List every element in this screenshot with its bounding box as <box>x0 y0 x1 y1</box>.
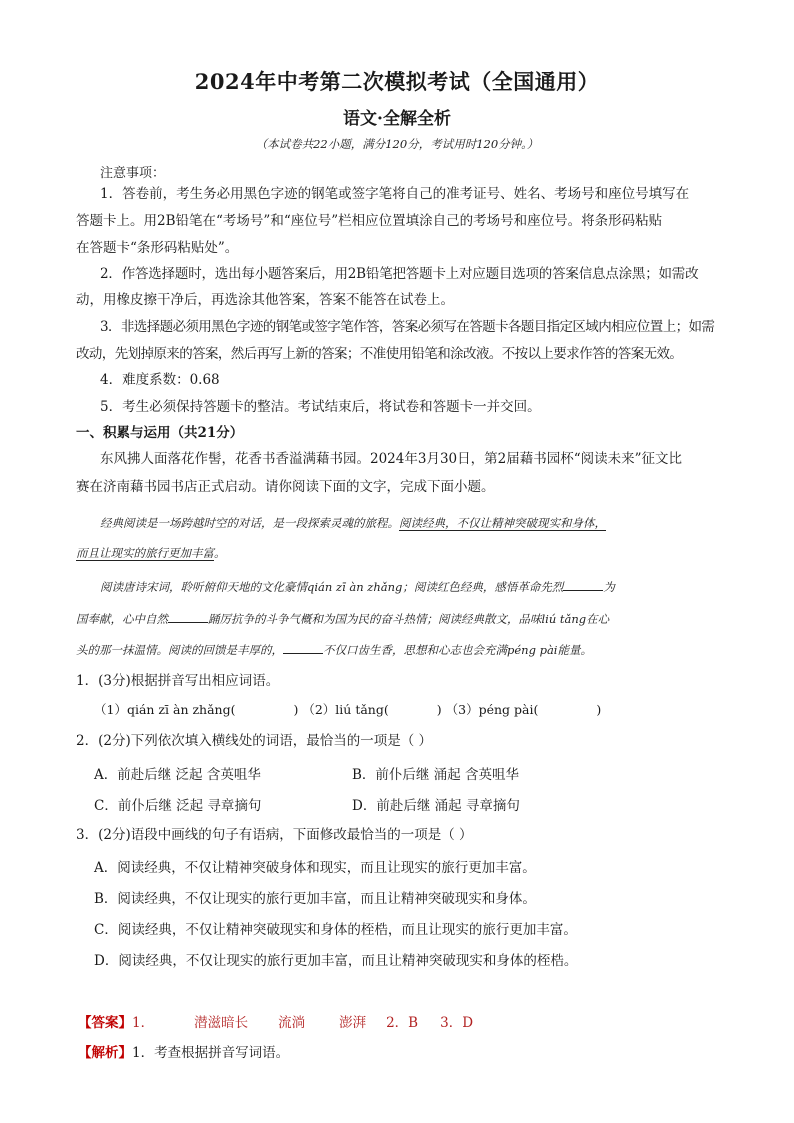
passage-line-4 <box>76 608 736 629</box>
analysis-row <box>78 1043 738 1063</box>
passage-plain-text: 经典阅读是一场跨越时空的对话，是一段探索灵魂的旅程。 <box>100 516 399 530</box>
q1-paren: ) <box>436 702 442 717</box>
notices-heading: 注意事项： <box>100 166 166 181</box>
passage-text: 阅读唐诗宋词，聆听俯仰天地的文化豪情qián zī àn zhǎng；阅读红色经典，感悟革命先烈 <box>100 580 564 594</box>
q3-option-b[interactable]: B．阅读经典，不仅让现实的旅行更加丰富，而且让精神突破现实和身体。 <box>94 891 536 907</box>
answer-q1-1: 潜滋暗长 <box>194 1015 249 1031</box>
notice-1-line-2: 答题卡上。用2B铅笔在“考场号”和“座位号”栏相应位置填涂自己的考场号和座位号。将条形码粘贴 <box>76 213 663 229</box>
passage-line-1 <box>100 513 760 533</box>
q2-option-d[interactable]: D．前赴后继 涌起 寻章摘句 <box>352 798 520 814</box>
notice-3-line-1: 3．非选择题必须用黑色字迹的钢笔或签字笔作答，答案必须写在答题卡各题目指定区域内相应位置上；如需 <box>100 319 715 335</box>
notice-1-line-3: 在答题卡“条形码粘贴处”。 <box>76 240 239 256</box>
passage-line-3 <box>100 576 760 597</box>
passage-text: 国奉献，心中自然 <box>76 612 168 626</box>
passage-text: 不仅口齿生香，思想和心志也会充满péng pài能量。 <box>323 643 592 657</box>
answer-q1-2: 流淌 <box>278 1015 306 1031</box>
notice-1-line-1: 1．答卷前，考生务必用黑色字迹的钢笔或签字笔将自己的准考证号、姓名、考场号和座位号填写在 <box>100 186 690 202</box>
q3-option-a[interactable]: A．阅读经典，不仅让精神突破身体和现实，而且让现实的旅行更加丰富。 <box>94 860 536 876</box>
notice-2-line-1: 2．作答选择题时，选出每小题答案后，用2B铅笔把答题卡上对应题目选项的答案信息点涂黑；如需改 <box>100 266 699 282</box>
passage-text: 为 <box>603 580 615 594</box>
q2-option-b[interactable]: B．前仆后继 涌起 含英咀华 <box>352 767 520 783</box>
question-1-parts <box>94 700 754 720</box>
q1-paren: ) <box>293 702 299 717</box>
exam-info: （本试卷共22小题，满分120分，考试用时120分钟。） <box>255 137 539 151</box>
fill-blank-2[interactable] <box>168 608 208 623</box>
q1-part-3: （3）péng pài( <box>445 702 539 717</box>
q1-paren: ) <box>596 702 602 717</box>
analysis-text: 1．考查根据拼音写词语。 <box>132 1045 290 1061</box>
notice-4: 4．难度系数：0.68 <box>100 372 220 388</box>
q1-part-1: （1）qián zī àn zhǎng( <box>94 702 236 717</box>
exam-subtitle: 语文·全解全析 <box>343 109 451 129</box>
passage-text: 踊厉抗争的斗争气概和为国为民的奋斗热情；阅读经典散文，品味liú tǎng在心 <box>208 612 610 626</box>
answer-q2: 2．B <box>386 1015 419 1031</box>
answer-q1-number: 1． <box>132 1015 155 1031</box>
underlined-sentence-part-1: 阅读经典，不仅让精神突破现实和身体， <box>399 516 606 530</box>
question-3-stem: 3．(2分)语段中画线的句子有语病，下面修改最恰当的一项是（ ） <box>76 827 473 843</box>
passage-line-2 <box>76 543 736 563</box>
question-2-stem: 2．(2分)下列依次填入横线处的词语，最恰当的一项是（ ） <box>76 733 433 749</box>
passage-period: 。 <box>214 546 226 560</box>
fill-blank-3[interactable] <box>283 639 323 654</box>
answer-label: 【答案】 <box>78 1015 132 1031</box>
q1-part-2: （2）liú tǎng( <box>302 702 389 717</box>
answer-q1-3: 澎湃 <box>339 1015 367 1031</box>
answer-q3: 3．D <box>440 1015 474 1031</box>
notice-5: 5．考生必须保持答题卡的整洁。考试结束后，将试卷和答题卡一并交回。 <box>100 399 541 415</box>
section-1-intro-line-1: 东风拂人面落花作髻，花香书香溢满藉书园。2024年3月30日，第2届藉书园杯“阅读未来”征文比 <box>100 451 683 467</box>
exam-title: 2024年中考第二次模拟考试（全国通用） <box>194 69 600 94</box>
question-1-stem: 1．(3分)根据拼音写出相应词语。 <box>76 673 280 689</box>
section-1-heading: 一、积累与运用（共21分） <box>76 425 244 441</box>
passage-line-5 <box>76 639 736 660</box>
notice-3-line-2: 改动，先划掉原来的答案，然后再写上新的答案；不准使用铅笔和涂改液。不按以上要求作答的答案无效。 <box>76 346 683 362</box>
answer-row <box>78 1013 738 1033</box>
passage-text: 头的那一抹温情。阅读的回馈是丰厚的， <box>76 643 283 657</box>
q2-option-a[interactable]: A．前赴后继 泛起 含英咀华 <box>94 767 261 783</box>
underlined-sentence-part-2: 而且让现实的旅行更加丰富 <box>76 546 214 560</box>
notice-2-line-2: 动，用橡皮擦干净后，再选涂其他答案，答案不能答在试卷上。 <box>76 292 454 308</box>
q2-option-c[interactable]: C．前仆后继 泛起 寻章摘句 <box>94 798 262 814</box>
q3-option-c[interactable]: C．阅读经典，不仅让精神突破现实和身体的桎梏，而且让现实的旅行更加丰富。 <box>94 922 577 938</box>
analysis-label: 【解析】 <box>78 1045 132 1061</box>
section-1-intro-line-2: 赛在济南藉书园书店正式启动。请你阅读下面的文字，完成下面小题。 <box>76 479 495 495</box>
fill-blank-1[interactable] <box>563 576 603 591</box>
q3-option-d[interactable]: D．阅读经典，不仅让现实的旅行更加丰富，而且让精神突破现实和身体的桎梏。 <box>94 953 578 969</box>
